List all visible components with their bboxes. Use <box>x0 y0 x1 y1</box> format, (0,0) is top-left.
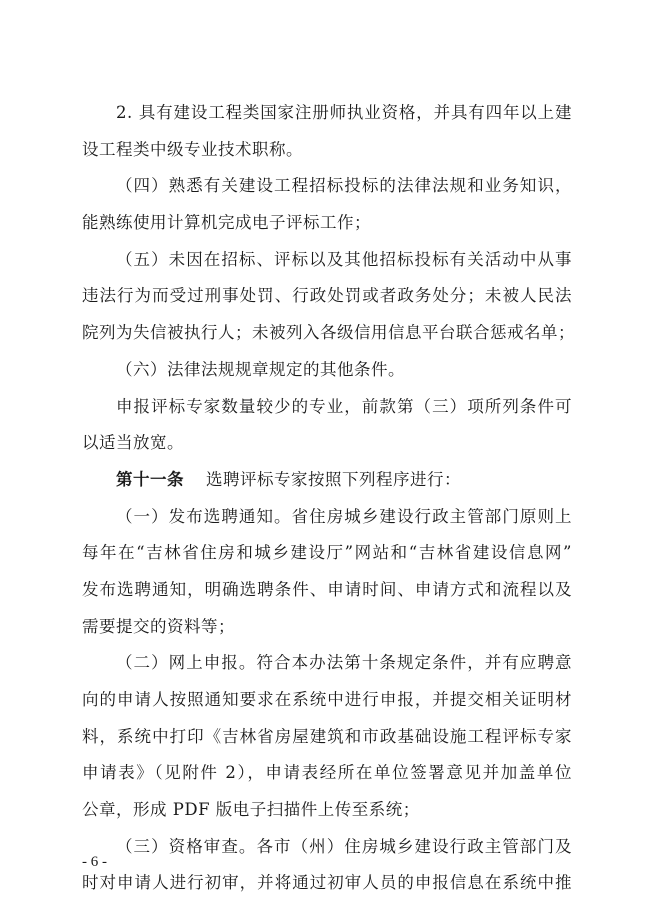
text-line: 每年在“吉林省住房和城乡建设厅”网站和“吉林省建设信息网” <box>82 543 572 563</box>
page-number: - 6 - <box>82 854 107 870</box>
text-line: 发布选聘通知，明确选聘条件、申请时间、申请方式和流程以及 <box>82 579 572 599</box>
text-span: 选聘评标专家按照下列程序进行： <box>206 469 461 489</box>
text-line: 向的申请人按照通知要求在系统中进行申报，并提交相关证明材 <box>82 690 572 709</box>
article-line <box>82 462 572 499</box>
text-line: （四）熟悉有关建设工程招标投标的法律法规和业务知识， <box>116 176 572 196</box>
text-line: 需要提交的资料等； <box>82 616 235 636</box>
text-line: 违法行为而受过刑事处罚、行政处罚或者政务处分；未被人民法 <box>82 286 572 306</box>
text-line: 设工程类中级专业技术职称。 <box>82 139 303 159</box>
text-line: （五）未因在招标、评标以及其他招标投标有关活动中从事 <box>116 249 572 269</box>
text-line: （一）发布选聘通知。省住房城乡建设行政主管部门原则上 <box>116 506 572 526</box>
text-line: 院列为失信被执行人；未被列入各级信用信息平台联合惩戒名单； <box>82 323 575 343</box>
article-label: 第十一条 <box>116 469 184 489</box>
text-line: （六）法律法规规章规定的其他条件。 <box>116 359 405 379</box>
text-line: 料，系统中打印《吉林省房屋建筑和市政基础设施工程评标专家 <box>82 726 572 746</box>
text-line: （三）资格审查。各市（州）住房城乡建设行政主管部门及 <box>116 836 572 856</box>
text-line: （二）网上申报。符合本办法第十条规定条件，并有应聘意 <box>116 653 572 673</box>
text-line: 公章，形成 PDF 版电子扫描件上传至系统； <box>82 800 420 820</box>
text-line: 申报评标专家数量较少的专业，前款第（三）项所列条件可 <box>116 396 572 416</box>
text-line: 以适当放宽。 <box>82 433 184 453</box>
text-line: 申请表》（见附件 2），申请表经所在单位签署意见并加盖单位 <box>82 763 572 783</box>
text-line: 能熟练使用计算机完成电子评标工作； <box>82 213 371 233</box>
text-line: 2. 具有建设工程类国家注册师执业资格，并具有四年以上建 <box>116 103 572 122</box>
document-body <box>82 95 575 902</box>
text-line: 时对申请人进行初审，并将通过初审人员的申报信息在系统中推 <box>82 873 572 893</box>
